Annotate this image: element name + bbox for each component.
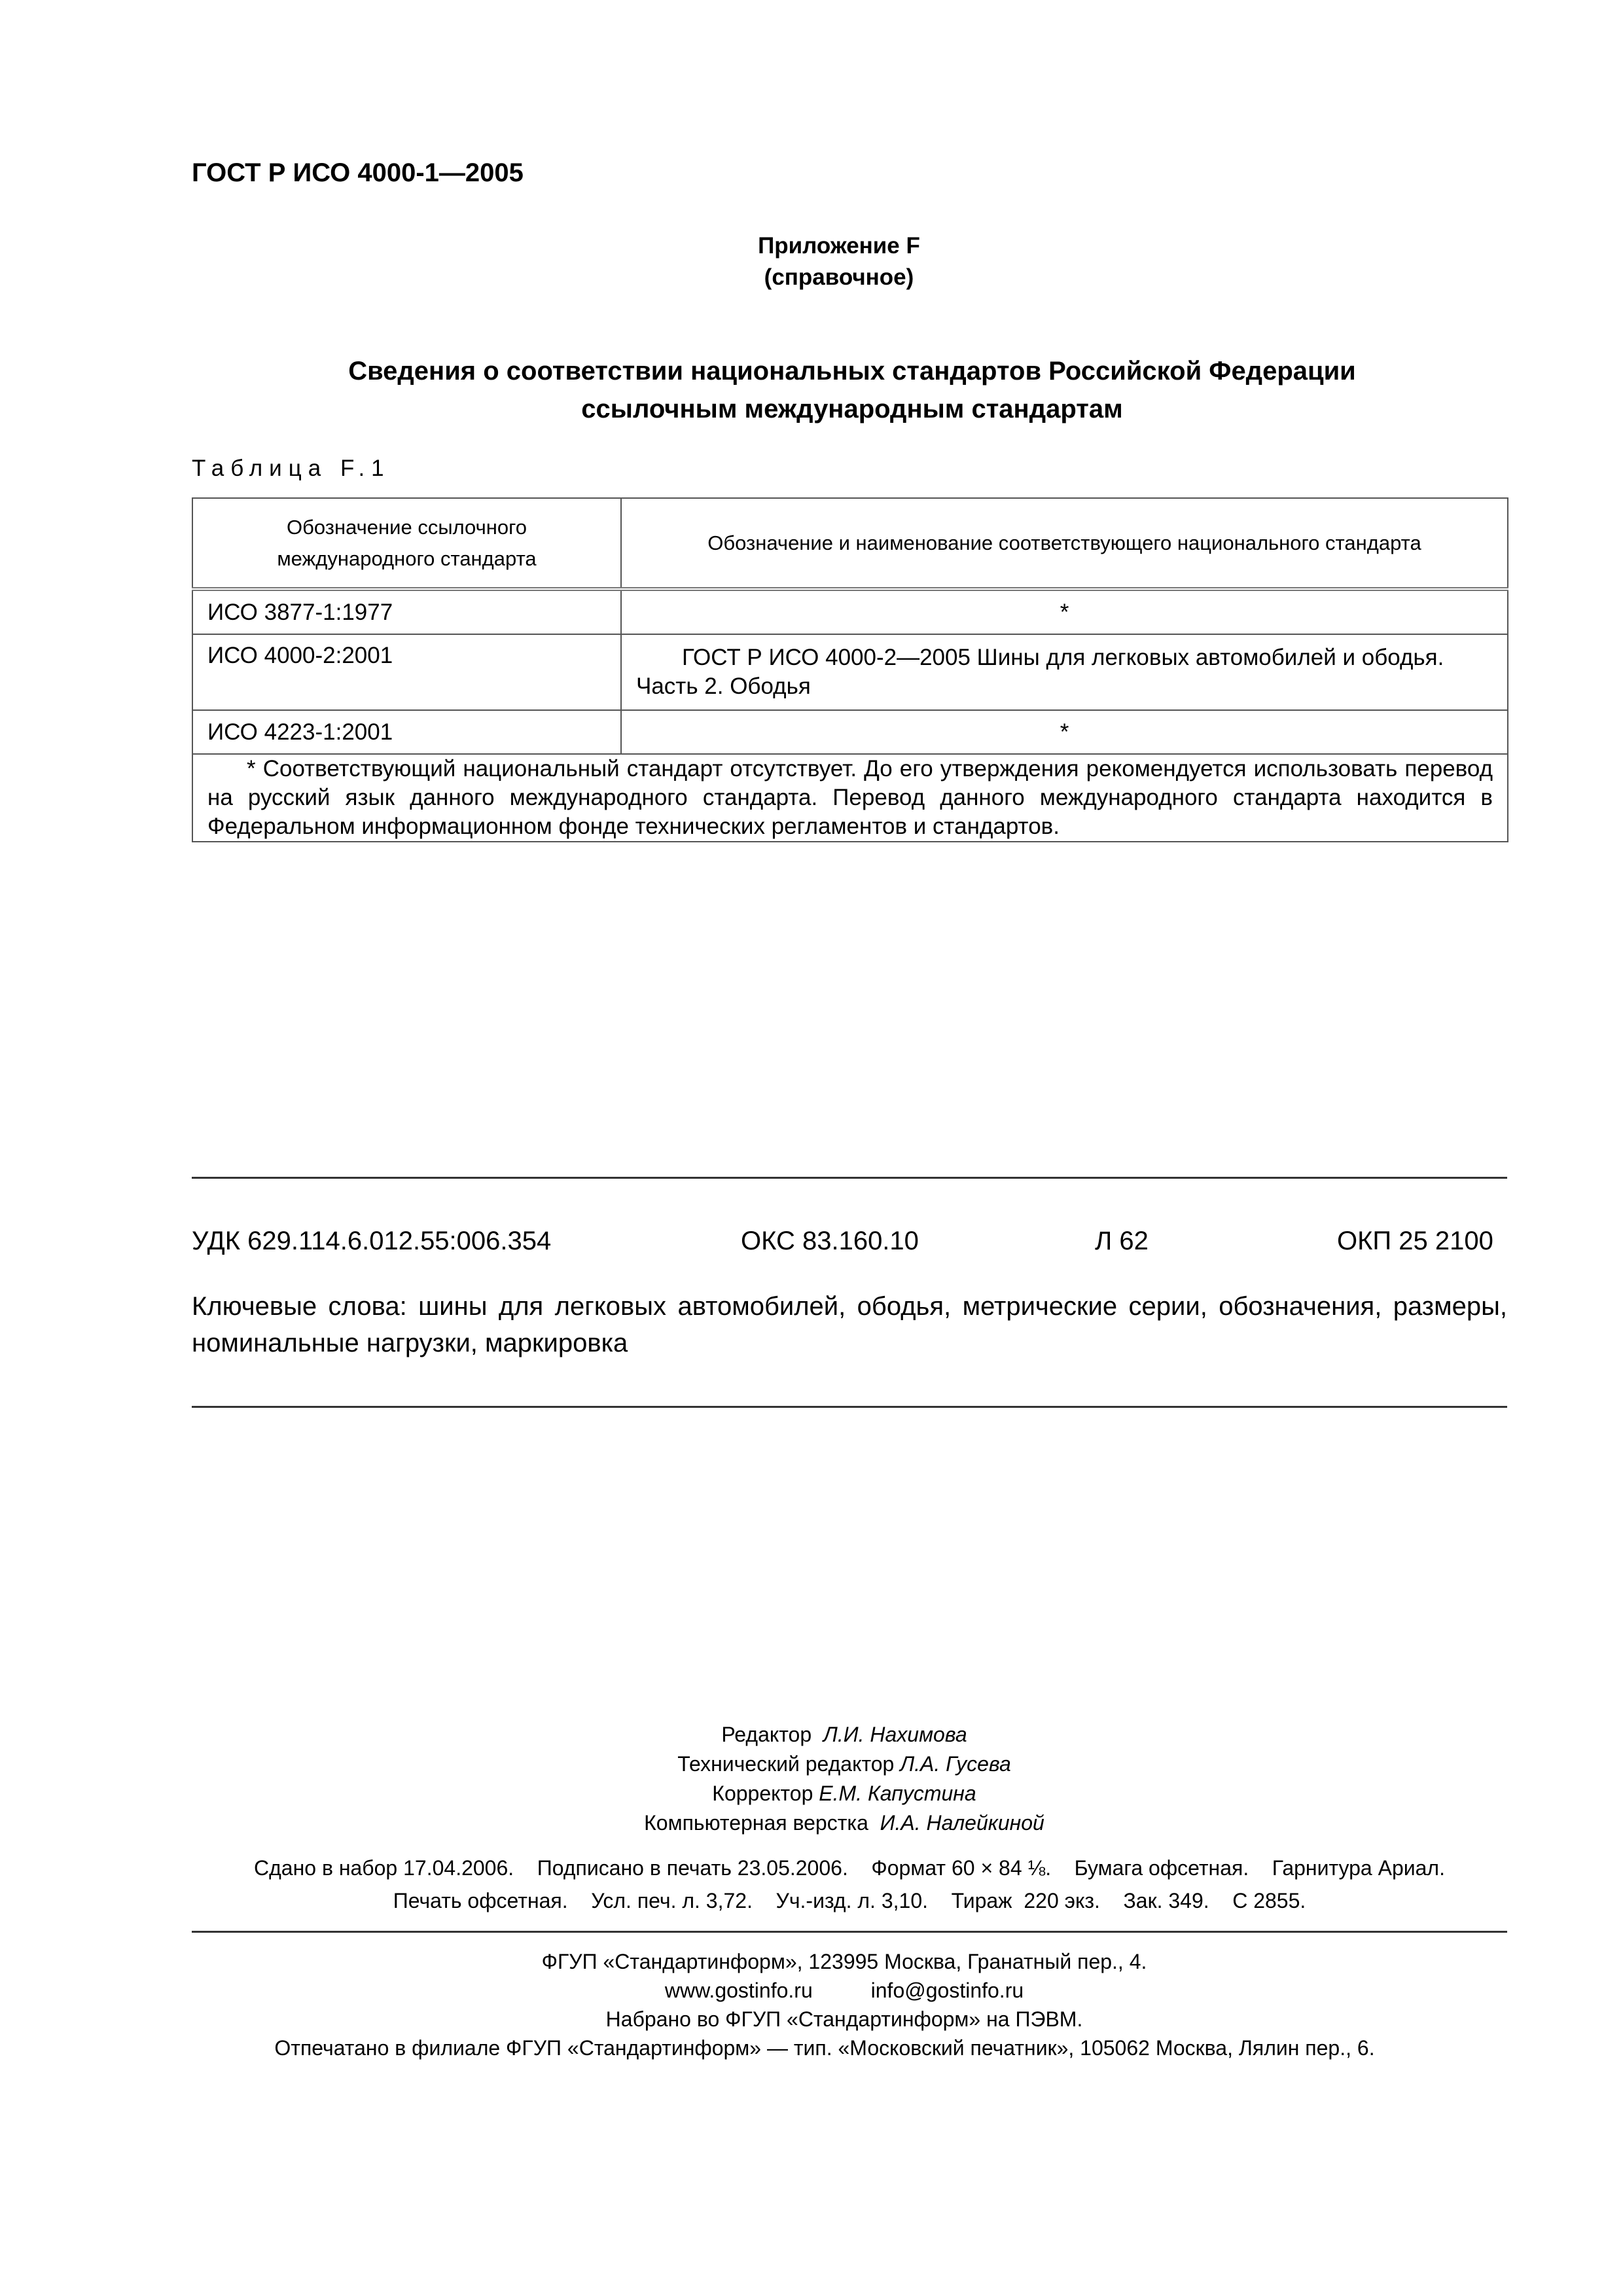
divider-line <box>192 1177 1507 1179</box>
okp-code: ОКП 25 2100 <box>1337 1227 1493 1255</box>
table-row <box>192 589 1508 634</box>
header-col1-line2: международного стандарта <box>277 547 537 570</box>
document-code: ГОСТ Р ИСО 4000-1—2005 <box>192 158 524 187</box>
header-ref-standard <box>192 498 621 589</box>
header-col1-line1: Обозначение ссылочного <box>287 515 527 539</box>
national-standard-cell: * <box>621 710 1508 754</box>
table-row <box>192 634 1508 710</box>
publisher-info <box>0 1947 1623 2062</box>
table-caption: Таблица F.1 <box>192 456 391 481</box>
tech-editor-name: Л.А. Гусева <box>900 1752 1011 1776</box>
section-title-line1: Сведения о соответствии национальных стандартов Российской Федерации <box>348 357 1356 386</box>
udk-code: УДК 629.114.6.012.55:006.354 <box>192 1227 552 1255</box>
layout-name: И.А. Налейкиной <box>880 1811 1044 1835</box>
staff-credits <box>0 1720 1623 1838</box>
publisher-line3: Набрано во ФГУП «Стандартинформ» на ПЭВМ. <box>605 2007 1083 2031</box>
ref-standard-cell: ИСО 4000-2:2001 <box>192 634 621 710</box>
national-standard-cell: * <box>621 589 1508 634</box>
national-standard-line1: ГОСТ Р ИСО 4000-2—2005 Шины для легковых автомобилей и ободья. <box>682 645 1444 670</box>
editor-label: Редактор <box>721 1723 812 1746</box>
publisher-line4: Отпечатано в филиале ФГУП «Стандартинформ» — тип. «Московский печатник», 105062 Москва, Лялин пер., 6. <box>274 2036 1375 2060</box>
national-standard-cell <box>621 634 1508 710</box>
publisher-line1: ФГУП «Стандартинформ», 123995 Москва, Гранатный пер., 4. <box>541 1950 1147 1973</box>
publisher-line2: www.gostinfo.ru info@gostinfo.ru <box>664 1979 1024 2002</box>
divider-line <box>192 1406 1507 1408</box>
annex-title: Приложение F <box>758 233 920 259</box>
divider-line <box>192 1931 1507 1933</box>
ref-standard-cell: ИСО 4223-1:2001 <box>192 710 621 754</box>
editor-line <box>33 1720 1623 1749</box>
print-info-line2: Печать офсетная. Усл. печ. л. 3,72. Уч.-изд. л. 3,10. Тираж 220 экз. Зак. 349. С 2855. <box>393 1889 1306 1912</box>
section-title <box>0 352 1623 428</box>
header-national-standard: Обозначение и наименование соответствующего национального стандарта <box>621 498 1508 589</box>
footnote-text: * Соответствующий национальный стандарт отсутствует. До его утверждения рекомендуется использовать перевод на русский язык данного международного стандарта. Перевод данного международного стандарта находится в Федеральном информационном фонде технических регламентов и стандартов. <box>207 756 1493 839</box>
tech-editor-line <box>33 1749 1623 1779</box>
editor-name: Л.И. Нахимова <box>823 1723 967 1746</box>
oks-code: ОКС 83.160.10 <box>741 1227 919 1255</box>
annex-heading <box>0 230 1623 293</box>
ref-standard-cell: ИСО 3877-1:1977 <box>192 589 621 634</box>
corrector-label: Корректор <box>712 1782 813 1805</box>
table-footnote <box>192 754 1508 842</box>
corrector-name: Е.М. Капустина <box>819 1782 976 1805</box>
l-code: Л 62 <box>1095 1227 1149 1255</box>
national-standard-line2: Часть 2. Ободья <box>636 673 811 699</box>
layout-line <box>33 1808 1623 1838</box>
tech-editor-label: Технический редактор <box>677 1752 895 1776</box>
section-title-line2: ссылочным международным стандартам <box>581 395 1123 423</box>
keywords: Ключевые слова: шины для легковых автомобилей, ободья, метрические серии, обозначения, размеры, номинальные нагрузки, маркировка <box>192 1292 1507 1357</box>
annex-status: (справочное) <box>764 264 914 290</box>
table-header-row <box>192 498 1508 589</box>
table-footnote-row <box>192 754 1508 842</box>
print-info-line1: Сдано в набор 17.04.2006. Подписано в печать 23.05.2006. Формат 60 × 84 ⅛. Бумага офсетная. Гарнитура Ариал. <box>254 1856 1445 1880</box>
corrector-line <box>33 1779 1623 1808</box>
reference-table <box>192 497 1508 842</box>
table-row <box>192 710 1508 754</box>
layout-label: Компьютерная верстка <box>644 1811 868 1835</box>
